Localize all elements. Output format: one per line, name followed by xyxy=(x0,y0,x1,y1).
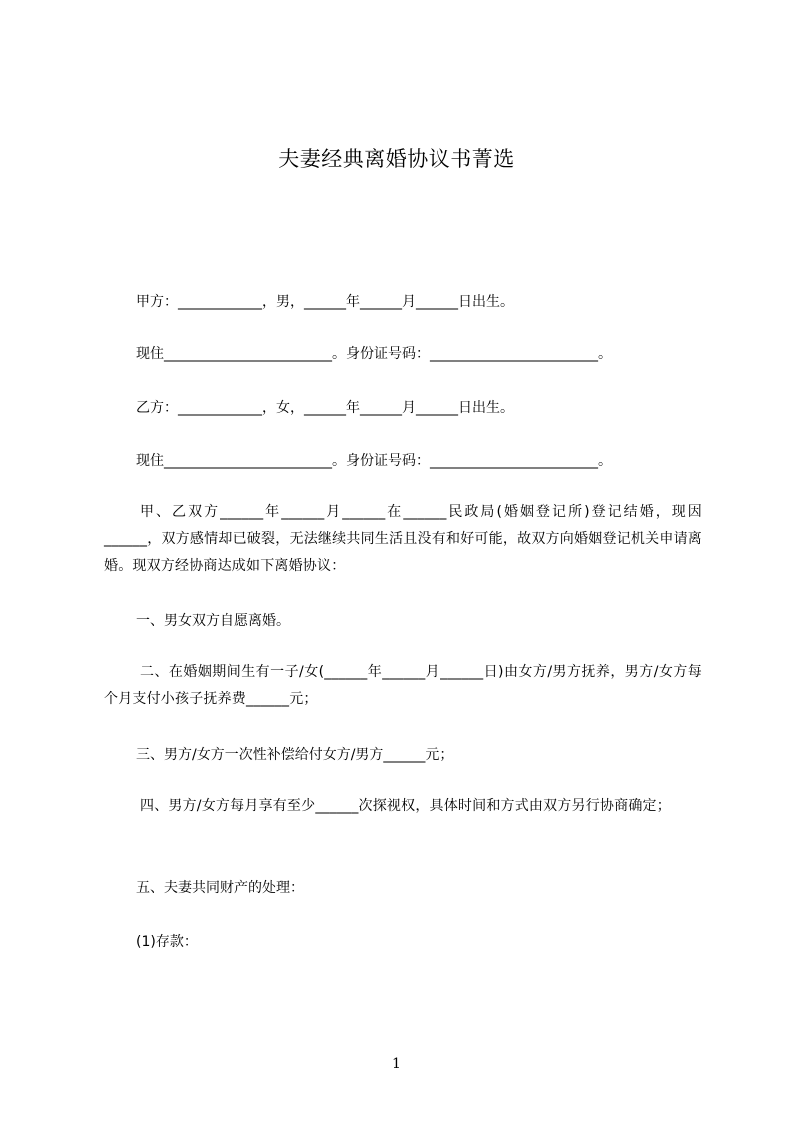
clause-3: 三、男方/女方一次性补偿给付女方/男方______元； xyxy=(136,747,454,763)
clause-2: 二、在婚姻期间生有一子/女(______年______月______日)由女方/男方抚养，男方/女方每个月支付小孩子抚养费______元； xyxy=(104,664,702,707)
clause-4: 四、男方/女方每月享有至少______次探视权，具体时间和方式由双方另行协商确定； xyxy=(140,798,671,814)
party-b-address-line: 现住________________________。身份证号码：________________________。 xyxy=(136,453,612,469)
page-number: 1 xyxy=(392,1056,401,1072)
preamble-paragraph: 甲、乙双方______年______月______在______民政局(婚姻登记所)登记结婚，现因______，双方感情却已破裂，无法继续共同生活且没有和好可能，故双方向婚姻登记机关申请离婚。现双方经协商达成如下离婚协议： xyxy=(104,504,702,574)
document-title: 夫妻经典离婚协议书菁选 xyxy=(278,147,515,171)
clause-5-1: (1)存款： xyxy=(136,934,198,950)
party-a-line: 甲方：____________，男，______年______月______日出生。 xyxy=(136,294,514,310)
clause-1: 一、男女双方自愿离婚。 xyxy=(136,613,290,629)
clause-5: 五、夫妻共同财产的处理： xyxy=(136,880,304,896)
party-a-address-line: 现住________________________。身份证号码：________________________。 xyxy=(136,346,612,362)
party-b-line: 乙方：____________，女，______年______月______日出生。 xyxy=(136,400,514,416)
